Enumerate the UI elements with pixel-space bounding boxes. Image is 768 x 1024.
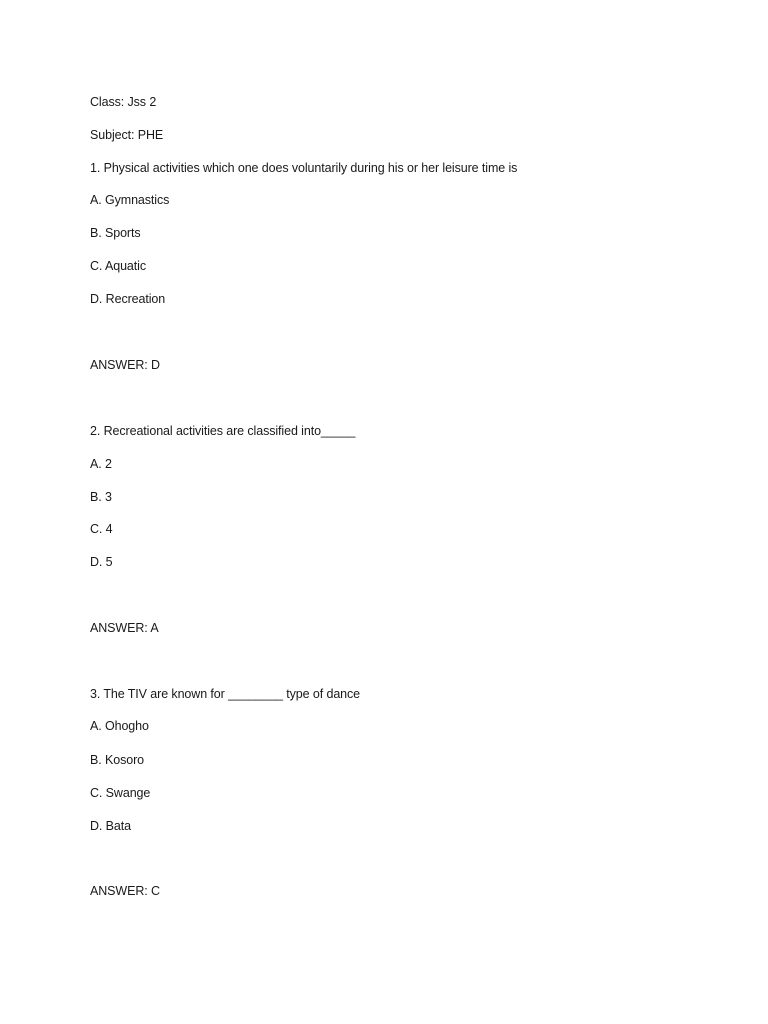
question-2-option-d: D. 5 — [90, 555, 113, 569]
question-1: 1. Physical activities which one does voluntarily during his or her leisure time is — [90, 161, 518, 175]
question-3-option-c: C. Swange — [90, 786, 151, 800]
class-line: Class: Jss 2 — [90, 95, 157, 109]
question-1-option-a: A. Gymnastics — [90, 193, 170, 207]
question-2-option-a: A. 2 — [90, 457, 112, 471]
question-3-answer: ANSWER: C — [90, 884, 160, 898]
question-2: 2. Recreational activities are classified into_____ — [90, 424, 356, 438]
question-1-answer: ANSWER: D — [90, 358, 160, 372]
question-2-answer: ANSWER: A — [90, 621, 159, 635]
question-2-option-b: B. 3 — [90, 490, 112, 504]
question-3-option-d: D. Bata — [90, 819, 131, 833]
subject-line: Subject: PHE — [90, 128, 164, 142]
question-1-option-d: D. Recreation — [90, 292, 166, 306]
question-1-option-c: C. Aquatic — [90, 259, 146, 273]
question-1-option-b: B. Sports — [90, 226, 141, 240]
question-3: 3. The TIV are known for ________ type of dance — [90, 687, 361, 701]
question-3-option-b: B. Kosoro — [90, 753, 144, 767]
question-3-option-a: A. Ohogho — [90, 719, 149, 733]
question-2-option-c: C. 4 — [90, 522, 113, 536]
